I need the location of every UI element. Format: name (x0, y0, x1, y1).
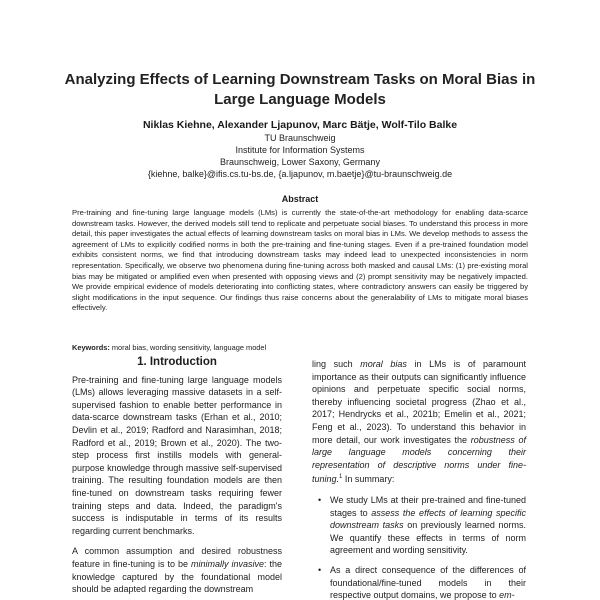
keywords-label: Keywords: (72, 343, 110, 352)
list-item: • We study LMs at their pre-trained and fine-tuned stages to assess the effects of learning specific downstream tasks on previously learned norms. We quantify these effects in terms of norm agreement and wording sensitivity. (318, 494, 526, 557)
keywords-text: moral bias, wording sensitivity, language model (109, 343, 267, 352)
list-item: • As a direct consequence of the differences of foundational/fine-tuned models in their respective output domains, we propose to em- (318, 564, 526, 600)
footnote-marker: 1 (339, 474, 343, 481)
intro-paragraph-1: Pre-training and fine-tuning large language models (LMs) allows leveraging massive datasets in a self-supervised fashion to enable better performance in data-scarce downstream tasks (Erhan et al., 2010; Devlin et al., 2019; Radford and Narasimhan, 2018; Radford et al., 2019; Brown et al., 2020). The two-step process first instills models with general-purpose knowledge through massive self-supervised training. The resulting foundation models are then fine-tuned on downstream tasks requiring fewer training steps and data. Indeed, the paradigm's success is indisputable in terms of its results regarding current benchmarks. (72, 374, 282, 536)
section-heading-introduction: 1. Introduction (137, 356, 217, 368)
contribution-list (318, 494, 526, 600)
affiliation-emails: {kiehne, balke}@ifis.cs.tu-bs.de, {a.ljapunov, m.baetje}@tu-braunschweig.de (147, 169, 453, 179)
intro-paragraph-3: ling such moral bias in LMs is of paramount importance as their outputs can significantly influence opinions and perpetuate specific social norms, thereby influencing societal progress (Zhao et al., 2017; Hendrycks et al., 2021b; Emelin et al., 2021; Feng et al., 2023). To understand this behavior in more detail, our work investigates the robustness of large language models concerning their representation of descriptive norms under fine-tuning.$^1$ In summary: (312, 359, 526, 485)
affiliation-institute: Institute for Information Systems (235, 145, 365, 155)
abstract-text: Pre-training and fine-tuning large language models (LMs) is currently the state-of-the-art methodology for enabling data-scarce downstream tasks. However, the derived models still tend to replicate and perpetuate social biases. To understand this process in more detail, this paper investigates the actual effects of learning downstream tasks on moral bias in LMs. We develop methods to assess the agreement of LMs to explicitly codified norms in both the pre-training and fine-tuning stages. Even if a pre-trained foundation model exhibits consistent norms, we find that introducing downstream tasks may indeed lead to unexpected inconsistencies in norm representation. Specifically, we observe two phenomena during fine-tuning across both masked and causal LMs: (1) pre-existing moral bias may be mitigated or amplified even when presented with opposing views and (2) prompt sensitivity may be negatively impacted. We provide empirical evidence of models deteriorating into conflicting states, where contradictory answers can easily be triggered by slight modifications in the input sequence. Our findings thus raise concerns about the generalability of LMs to mitigate moral biases effectively. (72, 208, 528, 313)
affiliation-university: TU Braunschweig (264, 133, 336, 143)
right-column (312, 358, 526, 600)
keywords-line (72, 343, 528, 353)
affiliation-location: Braunschweig, Lower Saxony, Germany (220, 157, 380, 167)
author-list: Niklas Kiehne, Alexander Ljapunov, Marc Bätje, Wolf-Tilo Balke (142, 119, 458, 131)
abstract-heading: Abstract (281, 194, 319, 204)
left-column (72, 356, 282, 600)
paper-title: Analyzing Effects of Learning Downstream Tasks on Moral Bias in Large Language Models (64, 71, 536, 108)
intro-paragraph-2: A common assumption and desired robustness feature in fine-tuning is to be minimally invasive: the knowledge captured by the foundational model should be adapted regarding the downstream (72, 546, 282, 595)
